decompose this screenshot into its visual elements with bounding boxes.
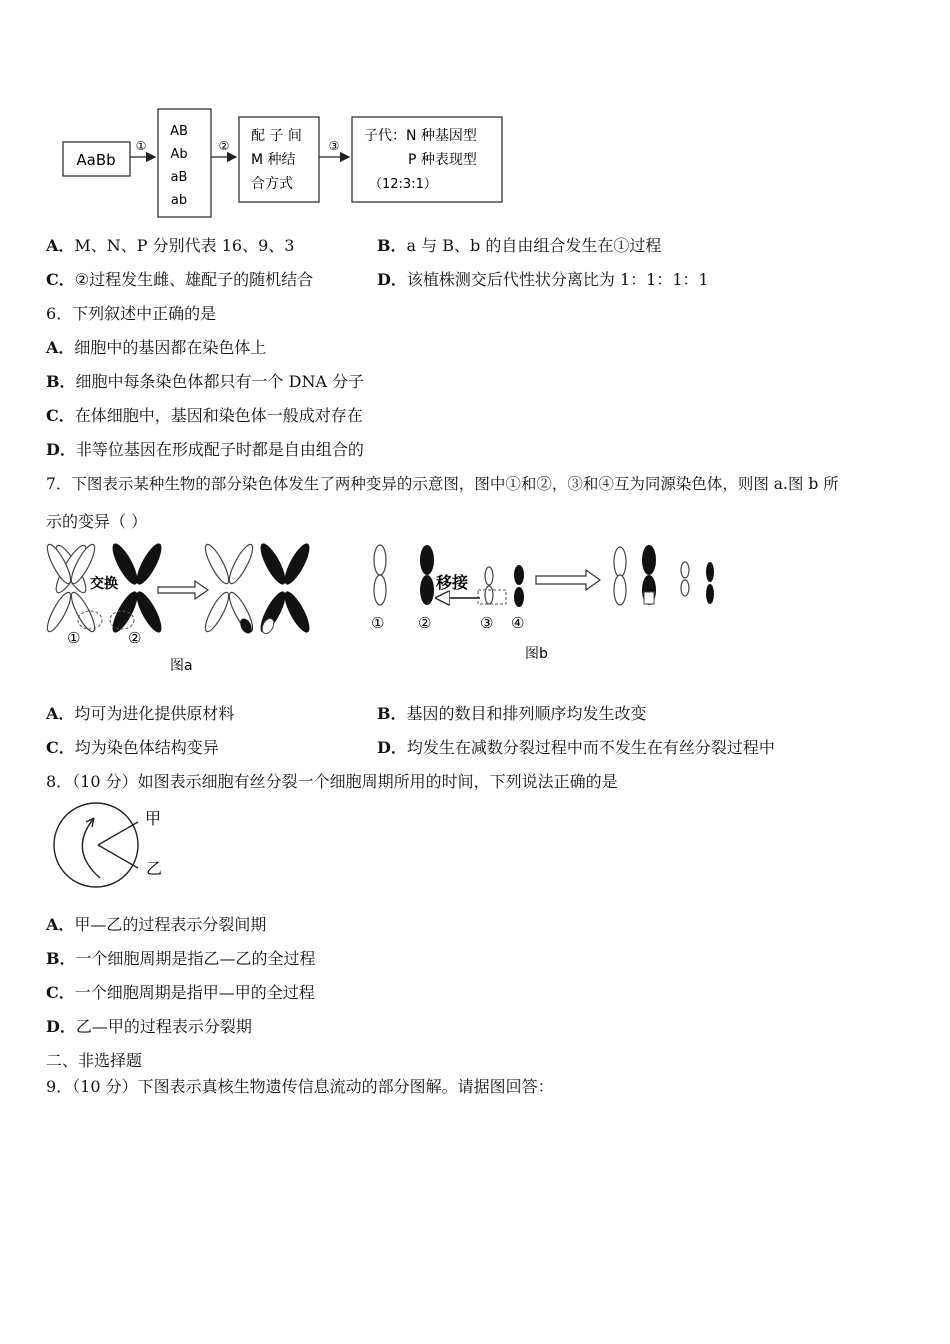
option-label: A． bbox=[46, 338, 75, 357]
option-label: B． bbox=[46, 949, 76, 968]
offspring-line-2: P 种表现型 bbox=[408, 152, 477, 168]
option-label: D． bbox=[377, 738, 407, 757]
fig-b-label-1: ① bbox=[371, 614, 385, 632]
q8-option-b bbox=[46, 949, 316, 969]
q8-option-a bbox=[46, 915, 266, 935]
option-text: 均为染色体结构变异 bbox=[74, 738, 219, 757]
gamete-1: AB bbox=[170, 124, 188, 139]
option-text: 细胞中的基因都在染色体上 bbox=[74, 338, 267, 357]
q5-option-b bbox=[377, 236, 661, 256]
option-text: 一个细胞周期是指乙—乙的全过程 bbox=[75, 949, 316, 968]
offspring-line-3: （12:3:1） bbox=[369, 177, 437, 192]
chromosome-1-result bbox=[201, 542, 256, 634]
chromosome-b4 bbox=[514, 565, 524, 607]
q7-stem-line-2: 示的变异（ ） bbox=[46, 512, 148, 531]
option-text: a 与 B、b 的自由组合发生在①过程 bbox=[406, 236, 662, 255]
q5-flow-diagram bbox=[55, 105, 515, 223]
q8-stem: 8．（10 分）如图表示细胞有丝分裂一个细胞周期所用的时间，下列说法正确的是 bbox=[46, 772, 618, 791]
fig-b-caption: 图b bbox=[525, 646, 548, 662]
hollow-arrow bbox=[158, 581, 208, 599]
option-label: B． bbox=[46, 372, 76, 391]
q8-option-c bbox=[46, 983, 315, 1003]
translocation-label: 移接 bbox=[436, 573, 469, 592]
option-text: 该植株测交后代性状分离比为 1：1：1：1 bbox=[406, 270, 709, 289]
q6-option-a bbox=[46, 338, 266, 358]
step-2-label: ② bbox=[218, 139, 230, 153]
chromosome-b3 bbox=[485, 567, 493, 604]
chromosome-b2 bbox=[420, 545, 434, 605]
q6-option-c bbox=[46, 406, 363, 426]
q5-option-d bbox=[377, 270, 709, 290]
option-text: 甲—乙的过程表示分裂间期 bbox=[74, 915, 267, 934]
option-text: 在体细胞中，基因和染色体一般成对存在 bbox=[74, 406, 363, 425]
q7-figure-a bbox=[45, 542, 325, 677]
gamete-4: ab bbox=[170, 193, 188, 208]
fig-a-label-2: ② bbox=[128, 629, 142, 647]
q7-stem-line-1: 7．下图表示某种生物的部分染色体发生了两种变异的示意图，图中①和②，③和④互为同源染色体，则图 a.图 b 所 bbox=[46, 475, 839, 493]
fig-b-label-3: ③ bbox=[480, 614, 494, 632]
option-label: C． bbox=[46, 983, 75, 1002]
gamete-2: Ab bbox=[170, 147, 188, 162]
offspring-line-1: 子代：N 种基因型 bbox=[364, 128, 477, 144]
q7-option-b bbox=[377, 704, 647, 724]
step-1-label: ① bbox=[135, 139, 147, 153]
option-label: A． bbox=[46, 915, 75, 934]
option-text: 均可为进化提供原材料 bbox=[74, 704, 235, 723]
fig-b-label-4: ④ bbox=[511, 614, 525, 632]
option-label: B． bbox=[377, 704, 407, 723]
exchange-label: 交换 bbox=[90, 576, 118, 592]
q6-option-d bbox=[46, 440, 364, 460]
combination-line-3: 合方式 bbox=[251, 176, 293, 192]
q7-figure-b bbox=[360, 540, 730, 670]
section-heading: 二、非选择题 bbox=[46, 1051, 143, 1070]
option-text: 乙—甲的过程表示分裂期 bbox=[75, 1017, 252, 1036]
chromosome-b2-result bbox=[642, 545, 656, 605]
label-yi: 乙 bbox=[146, 859, 163, 878]
q7-option-c bbox=[46, 738, 219, 758]
option-label: C． bbox=[46, 270, 75, 289]
fig-b-label-2: ② bbox=[418, 614, 432, 632]
chromosome-b1 bbox=[374, 545, 386, 605]
q6-stem: 6．下列叙述中正确的是 bbox=[46, 304, 217, 323]
q5-option-c bbox=[46, 270, 313, 290]
option-label: B． bbox=[377, 236, 407, 255]
label-jia: 甲 bbox=[145, 809, 162, 828]
q6-option-b bbox=[46, 372, 364, 392]
q7-option-a bbox=[46, 704, 234, 724]
step-3-label: ③ bbox=[328, 139, 340, 153]
q7-option-d bbox=[377, 738, 775, 758]
option-label: D． bbox=[377, 270, 407, 289]
combination-line-1: 配 子 间 bbox=[251, 128, 302, 144]
option-label: A． bbox=[46, 236, 75, 255]
q8-cell-cycle-figure bbox=[50, 800, 175, 895]
option-text: 非等位基因在形成配子时都是自由组合的 bbox=[75, 440, 364, 459]
chromosome-b3-result bbox=[681, 562, 689, 596]
option-text: 一个细胞周期是指甲—甲的全过程 bbox=[74, 983, 315, 1002]
q5-option-a bbox=[46, 236, 294, 256]
option-text: 基因的数目和排列顺序均发生改变 bbox=[406, 704, 647, 723]
combination-line-2: M 种结 bbox=[251, 152, 296, 168]
chromosome-b4-result bbox=[706, 562, 714, 604]
option-text: 均发生在减数分裂过程中而不发生在有丝分裂过程中 bbox=[406, 738, 775, 757]
q9-stem: 9．（10 分）下图表示真核生物遗传信息流动的部分图解。请据图回答： bbox=[46, 1077, 554, 1096]
fig-a-label-1: ① bbox=[67, 629, 81, 647]
option-label: C． bbox=[46, 406, 75, 425]
option-text: 细胞中每条染色体都只有一个 DNA 分子 bbox=[75, 372, 365, 391]
option-label: D． bbox=[46, 1017, 76, 1036]
q8-option-d bbox=[46, 1017, 252, 1037]
option-label: A． bbox=[46, 704, 75, 723]
option-label: C． bbox=[46, 738, 75, 757]
option-text: M、N、P 分别代表 16、9、3 bbox=[74, 236, 295, 255]
chromosome-b1-result bbox=[614, 547, 626, 605]
centromere bbox=[134, 585, 140, 591]
hollow-arrow-b bbox=[536, 570, 600, 590]
option-text: ②过程发生雌、雄配子的随机结合 bbox=[74, 270, 314, 289]
gamete-3: aB bbox=[170, 170, 188, 185]
option-label: D． bbox=[46, 440, 76, 459]
fig-a-caption: 图a bbox=[170, 658, 193, 674]
genotype-text: AaBb bbox=[76, 151, 116, 169]
